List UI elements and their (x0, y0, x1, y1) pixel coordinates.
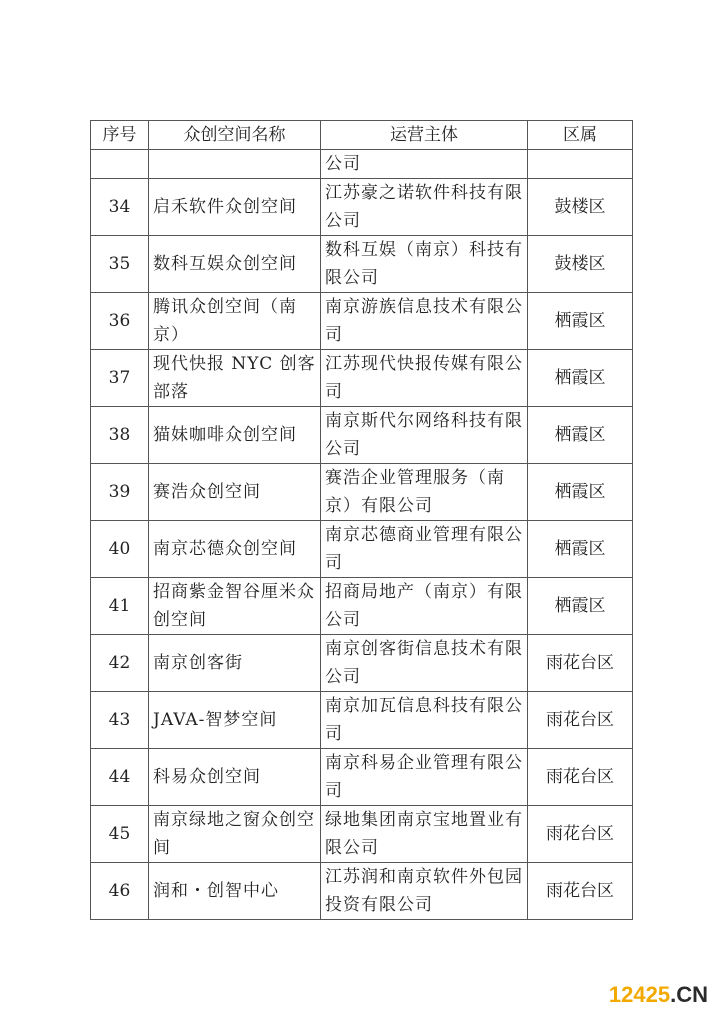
table-row (91, 236, 633, 293)
cell-name: 猫妹咖啡众创空间 (149, 407, 321, 464)
cell-index: 36 (91, 293, 149, 350)
cell-index: 37 (91, 350, 149, 407)
cell-district: 雨花台区 (528, 806, 633, 863)
cell-district: 雨花台区 (528, 863, 633, 920)
space-list-table (90, 120, 633, 920)
cell-index: 45 (91, 806, 149, 863)
table-row (91, 635, 633, 692)
cell-district: 栖霞区 (528, 464, 633, 521)
cell-name: 科易众创空间 (149, 749, 321, 806)
cell-name: 润和・创智中心 (149, 863, 321, 920)
cell-operator: 南京芯德商业管理有限公司 (321, 521, 528, 578)
cell-index: 38 (91, 407, 149, 464)
cell-name: 南京创客街 (149, 635, 321, 692)
cell-operator: 江苏润和南京软件外包园投资有限公司 (321, 863, 528, 920)
table-row (91, 578, 633, 635)
table-row (91, 179, 633, 236)
cell-name: 赛浩众创空间 (149, 464, 321, 521)
cell-operator: 南京科易企业管理有限公司 (321, 749, 528, 806)
cell-district: 雨花台区 (528, 749, 633, 806)
cell-name: 现代快报 NYC 创客部落 (149, 350, 321, 407)
cell-operator: 招商局地产（南京）有限公司 (321, 578, 528, 635)
cell-index: 39 (91, 464, 149, 521)
cell-operator: 赛浩企业管理服务（南京）有限公司 (321, 464, 528, 521)
cell-name: 启禾软件众创空间 (149, 179, 321, 236)
cell-name: 南京绿地之窗众创空间 (149, 806, 321, 863)
header-district: 区属 (528, 121, 633, 150)
cell-district: 鼓楼区 (528, 179, 633, 236)
header-operator: 运营主体 (321, 121, 528, 150)
cell-operator: 南京加瓦信息科技有限公司 (321, 692, 528, 749)
cell-index: 35 (91, 236, 149, 293)
cell-name: JAVA-智梦空间 (149, 692, 321, 749)
table-row (91, 407, 633, 464)
cell-district: 鼓楼区 (528, 236, 633, 293)
cell-district: 栖霞区 (528, 578, 633, 635)
cell-operator: 南京游族信息技术有限公司 (321, 293, 528, 350)
header-index: 序号 (91, 121, 149, 150)
cell-operator: 江苏现代快报传媒有限公司 (321, 350, 528, 407)
cell-index: 44 (91, 749, 149, 806)
cell-district: 栖霞区 (528, 521, 633, 578)
site-watermark (609, 982, 708, 1008)
watermark-digits: 12425 (608, 982, 671, 1007)
table-row (91, 692, 633, 749)
cell-district: 栖霞区 (528, 350, 633, 407)
cell-index: 41 (91, 578, 149, 635)
continuation-row (91, 150, 633, 179)
cell-operator: 数科互娱（南京）科技有限公司 (321, 236, 528, 293)
cell-index: 34 (91, 179, 149, 236)
cell-index: 42 (91, 635, 149, 692)
cell-name: 腾讯众创空间（南京） (149, 293, 321, 350)
table-row (91, 806, 633, 863)
cell-operator: 公司 (321, 150, 528, 179)
table-row (91, 521, 633, 578)
cell-name: 南京芯德众创空间 (149, 521, 321, 578)
table-row (91, 749, 633, 806)
cell-district: 雨花台区 (528, 635, 633, 692)
cell-district (528, 150, 633, 179)
cell-operator: 绿地集团南京宝地置业有限公司 (321, 806, 528, 863)
table-row (91, 293, 633, 350)
cell-name: 数科互娱众创空间 (149, 236, 321, 293)
cell-district: 栖霞区 (528, 293, 633, 350)
cell-district: 雨花台区 (528, 692, 633, 749)
cell-name (149, 150, 321, 179)
cell-index (91, 150, 149, 179)
table-row (91, 464, 633, 521)
table-row (91, 863, 633, 920)
cell-operator: 江苏豪之诺软件科技有限公司 (321, 179, 528, 236)
header-row (91, 121, 633, 150)
cell-index: 46 (91, 863, 149, 920)
cell-operator: 南京斯代尔网络科技有限公司 (321, 407, 528, 464)
header-name: 众创空间名称 (149, 121, 321, 150)
watermark-suffix: .CN (670, 982, 708, 1007)
cell-index: 43 (91, 692, 149, 749)
table-row (91, 350, 633, 407)
cell-index: 40 (91, 521, 149, 578)
cell-operator: 南京创客街信息技术有限公司 (321, 635, 528, 692)
cell-name: 招商紫金智谷厘米众创空间 (149, 578, 321, 635)
cell-district: 栖霞区 (528, 407, 633, 464)
